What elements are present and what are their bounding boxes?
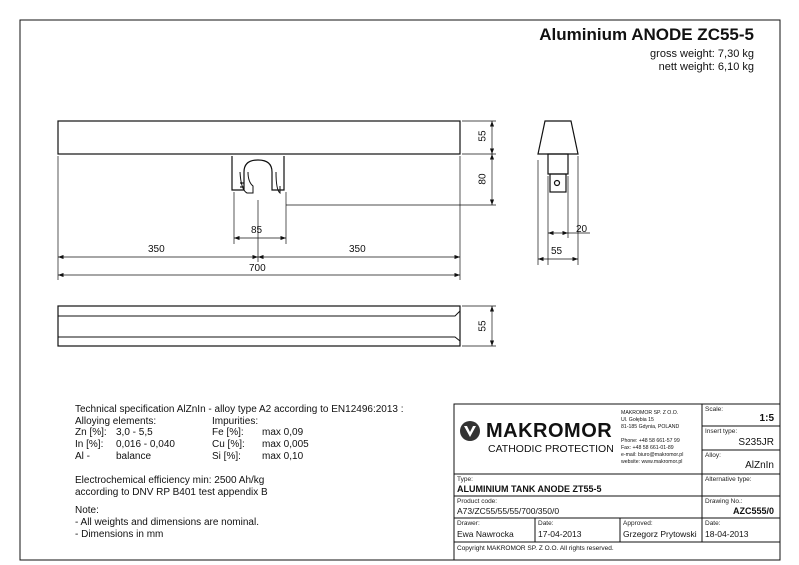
insert-type-label: Insert type: <box>705 428 738 435</box>
drawing-no-value: AZC555/0 <box>732 506 774 516</box>
dim-350-right: 350 <box>349 244 366 255</box>
date-value: 18-04-2013 <box>705 529 749 539</box>
company-tagline: CATHODIC PROTECTION <box>488 443 614 455</box>
spec-element: Zn [%]: <box>75 427 107 438</box>
address-line: Ul. Gołębia 15 <box>621 417 654 423</box>
dim-55-width: 55 <box>551 246 563 257</box>
scale-label: Scale: <box>705 406 724 413</box>
alloying-heading: Alloying elements: <box>75 416 157 427</box>
note-2: - Dimensions in mm <box>75 529 164 540</box>
date-label: Date: <box>705 520 721 527</box>
spec-value: balance <box>116 451 152 462</box>
product-code-value: A73/ZC55/55/55/700/350/0 <box>457 506 560 516</box>
dim-80-height: 80 <box>477 173 489 185</box>
dim-350-left: 350 <box>148 244 165 255</box>
nett-weight: nett weight: 6,10 kg <box>658 61 754 73</box>
gross-weight: gross weight: 7,30 kg <box>650 48 754 60</box>
side-view <box>538 121 578 192</box>
impurities-heading: Impurities: <box>212 416 259 427</box>
type-value: ALUMINIUM TANK ANODE ZT55-5 <box>457 484 602 494</box>
address-line: MAKROMOR SP. Z O.O. <box>621 410 679 416</box>
type-label: Type: <box>457 476 473 483</box>
front-view <box>58 121 460 193</box>
spec-impurity-value: max 0,10 <box>262 451 304 462</box>
spec-impurity-value: max 0,09 <box>262 427 304 438</box>
drawing-no-label: Drawing No.: <box>705 498 743 505</box>
makromor-logo-icon <box>460 421 480 441</box>
efficiency-line-2: according to DNV RP B401 test appendix B <box>75 487 268 498</box>
spec-value: 0,016 - 0,040 <box>116 439 175 450</box>
approved-label: Approved: <box>623 520 653 527</box>
approved-value: Grzegorz Prytowski <box>623 529 697 539</box>
address-line: e-mail: biuro@makromor.pl <box>621 452 684 458</box>
scale-value: 1:5 <box>759 413 774 424</box>
dim-55-top-view: 55 <box>477 320 489 332</box>
spec-impurity-value: max 0,005 <box>262 439 309 450</box>
spec-value: 3,0 - 5,5 <box>116 427 153 438</box>
company-name: MAKROMOR <box>486 420 613 442</box>
alt-type-label: Alternative type: <box>705 476 752 483</box>
dim-55-height: 55 <box>477 130 489 142</box>
date-label: Date: <box>538 520 554 527</box>
drawing-title: Aluminium ANODE ZC55-5 <box>539 25 754 44</box>
spec-impurity: Si [%]: <box>212 451 241 462</box>
top-view <box>58 306 460 346</box>
spec-impurity: Cu [%]: <box>212 439 245 450</box>
spec-element: In [%]: <box>75 439 104 450</box>
address-line: Phone: +48 58 661-57 99 <box>621 438 680 444</box>
address-line: 81-185 Gdynia, POLAND <box>621 424 680 430</box>
efficiency-line-1: Electrochemical efficiency min: 2500 Ah/kg <box>75 475 265 486</box>
alloy-label: Alloy: <box>705 452 721 459</box>
dim-700: 700 <box>249 263 266 274</box>
spec-impurity: Fe [%]: <box>212 427 244 438</box>
alloy-value: AlZnIn <box>745 460 774 471</box>
address-line: Fax: +48 58 661-01-89 <box>621 445 674 451</box>
note-heading: Note: <box>75 505 99 516</box>
dim-20: 20 <box>576 224 588 235</box>
insert-type-value: S235JR <box>738 437 774 448</box>
copyright: Copyright MAKROMOR SP. Z O.O. All rights reserved. <box>457 545 614 552</box>
note-1: - All weights and dimensions are nominal. <box>75 517 259 528</box>
spec-element: Al - <box>75 451 90 462</box>
product-code-label: Product code: <box>457 498 498 505</box>
spec-heading: Technical specification AlZnIn - alloy type A2 according to EN12496:2013 : <box>75 404 404 415</box>
drawer-value: Ewa Nawrocka <box>457 529 514 539</box>
address-line: website: www.makromor.pl <box>621 459 683 465</box>
dim-85: 85 <box>251 225 263 236</box>
date-value: 17-04-2013 <box>538 529 582 539</box>
drawer-label: Drawer: <box>457 520 480 527</box>
